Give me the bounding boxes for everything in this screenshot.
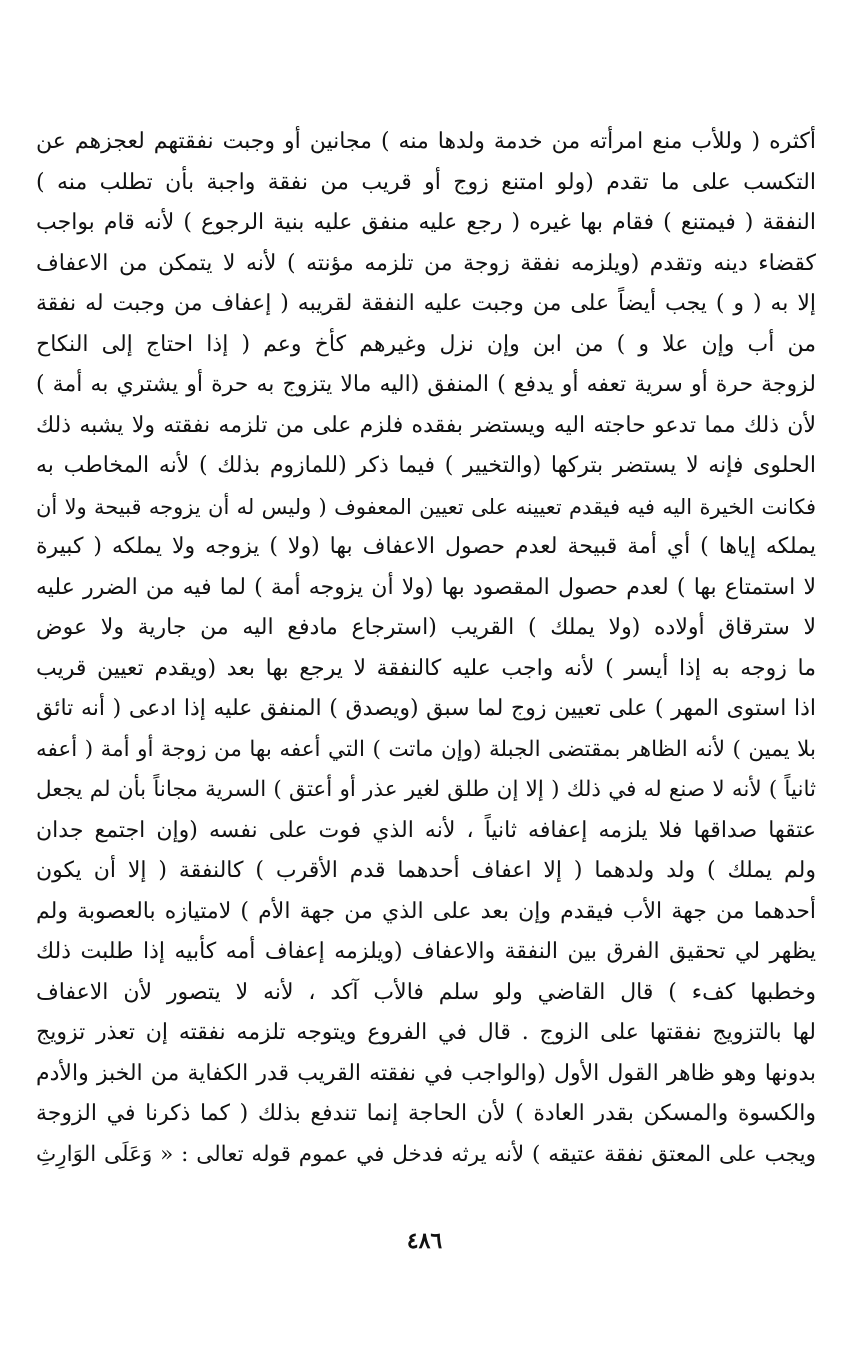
text-line: إلا به ( و ) يجب أيضاً على من وجبت عليه النفقة لقريبه ( إعفاف من وجبت له نفقة xyxy=(36,291,816,316)
text-line: والكسوة والمسكن بقدر العادة ) لأن الحاجة إنما تندفع بذلك ( كما ذكرنا في الزوجة xyxy=(36,1101,816,1126)
text-line: من أب وإن علا و ) من ابن وإن نزل وغيرهم كأخ وعم ( إذا احتاج إلى النكاح xyxy=(36,331,816,357)
text-line: النفقة ( فيمتنع ) فقام بها غيره ( رجع عليه منفق عليه بنية الرجوع ) لأنه قام بواجب xyxy=(36,210,816,235)
text-line: لزوجة حرة أو سرية تعفه أو يدفع ) المنفق (اليه مالا يتزوج به حرة أو يشتري به أمة ) xyxy=(36,372,816,397)
text-line: الحلوى فإنه لا يستضر بتركها (والتخيير ) فيما ذكر (للمازوم بذلك ) لأنه المخاطب به xyxy=(36,453,816,478)
text-line: اذا استوى المهر ) على تعيين زوج لما سبق (ويصدق ) المنفق عليه إذا ادعى ( أنه تائق xyxy=(36,696,816,721)
text-line: عتقها صداقها فلا يلزمه إعفافه ثانياً ، لأنه الذي فوت على نفسه (وإن اجتمع جدان xyxy=(36,817,816,843)
text-line: يملكه إياها ) أي أمة قبيحة لعدم حصول الاعفاف بها (ولا ) يزوجه ولا يملكه ( كبيرة xyxy=(36,534,816,559)
text-line: ثانياً ) لأنه لا صنع له في ذلك ( إلا إن طلق لغير عذر أو أعتق ) السرية مجاناً بأن لم يجعل xyxy=(36,777,816,802)
text-line: يظهر لي تحقيق الفرق بين النفقة والاعفاف (ويلزمه إعفاف أمه كأبيه إذا طلبت ذلك xyxy=(36,939,816,964)
text-line: لها بالتزويج نفقتها على الزوج . قال في الفروع ويتوجه تلزمه نفقته إن تعذر تزويج xyxy=(36,1020,816,1045)
text-line: وخطبها كفء ) قال القاضي ولو سلم فالأب آكد ، لأنه لا يتصور لأن الاعفاف xyxy=(36,979,816,1005)
text-line: التكسب على ما تقدم (ولو امتنع زوج أو قريب من نفقة واجبة بأن تطلب منه ) xyxy=(36,169,816,195)
page-number: ٤٨٦ xyxy=(406,1228,443,1254)
body-text xyxy=(36,122,816,1175)
text-line: لا استمتاع بها ) لعدم حصول المقصود بها (ولا أن يزوجه أمة ) لما فيه من الضرر عليه xyxy=(36,574,816,600)
text-line: لا سترقاق أولاده (ولا يملك ) القريب (استرجاع مادفع اليه من جارية ولا عوض xyxy=(36,615,816,640)
text-line: أحدهما من جهة الأب فيقدم وإن بعد على الذي من جهة الأم ) لامتيازه بالعصوبة ولم xyxy=(36,898,816,924)
text-line: بلا يمين ) لأنه الظاهر بمقتضى الجبلة (وإن ماتت ) التي أعفه بها من زوجة أو أمة ( أعفه xyxy=(36,736,816,762)
text-line: لأن ذلك مما تدعو حاجته اليه ويستضر بفقده فلزم على من تلزمه نفقته ولا يشبه ذلك xyxy=(36,412,816,438)
text-line: ولم يملك ) ولد ولدهما ( إلا اعفاف أحدهما قدم الأقرب ) كالنفقة ( إلا أن يكون xyxy=(36,858,816,883)
text-line: كقضاء دينه وتقدم (ويلزمه نفقة زوجة من تلزمه مؤنته ) لأنه لا يتمكن من الاعفاف xyxy=(36,250,816,276)
text-line: ما زوجه به إذا أيسر ) لأنه واجب عليه كالنفقة لا يرجع بها بعد (ويقدم تعيين قريب xyxy=(36,655,816,681)
text-line: فكانت الخيرة اليه فيه فيقدم تعيينه على تعيين المعفوف ( وليس له أن يزوجه قبيحة ولا أن xyxy=(36,494,816,519)
text-line: أكثره ( وللأب منع امرأته من خدمة ولدها منه ) مجانين أو وجبت نفقتهم لعجزهم عن xyxy=(36,129,816,154)
text-line: بدونها وهو ظاهر القول الأول (والواجب في نفقته القريب قدر الكفاية من الخبز والأدم xyxy=(36,1060,816,1086)
text-line: ويجب على المعتق نفقة عتيقه ) لأنه يرثه فدخل في عموم قوله تعالى : « وَعَلَى الوَارِثِ xyxy=(36,1141,816,1167)
